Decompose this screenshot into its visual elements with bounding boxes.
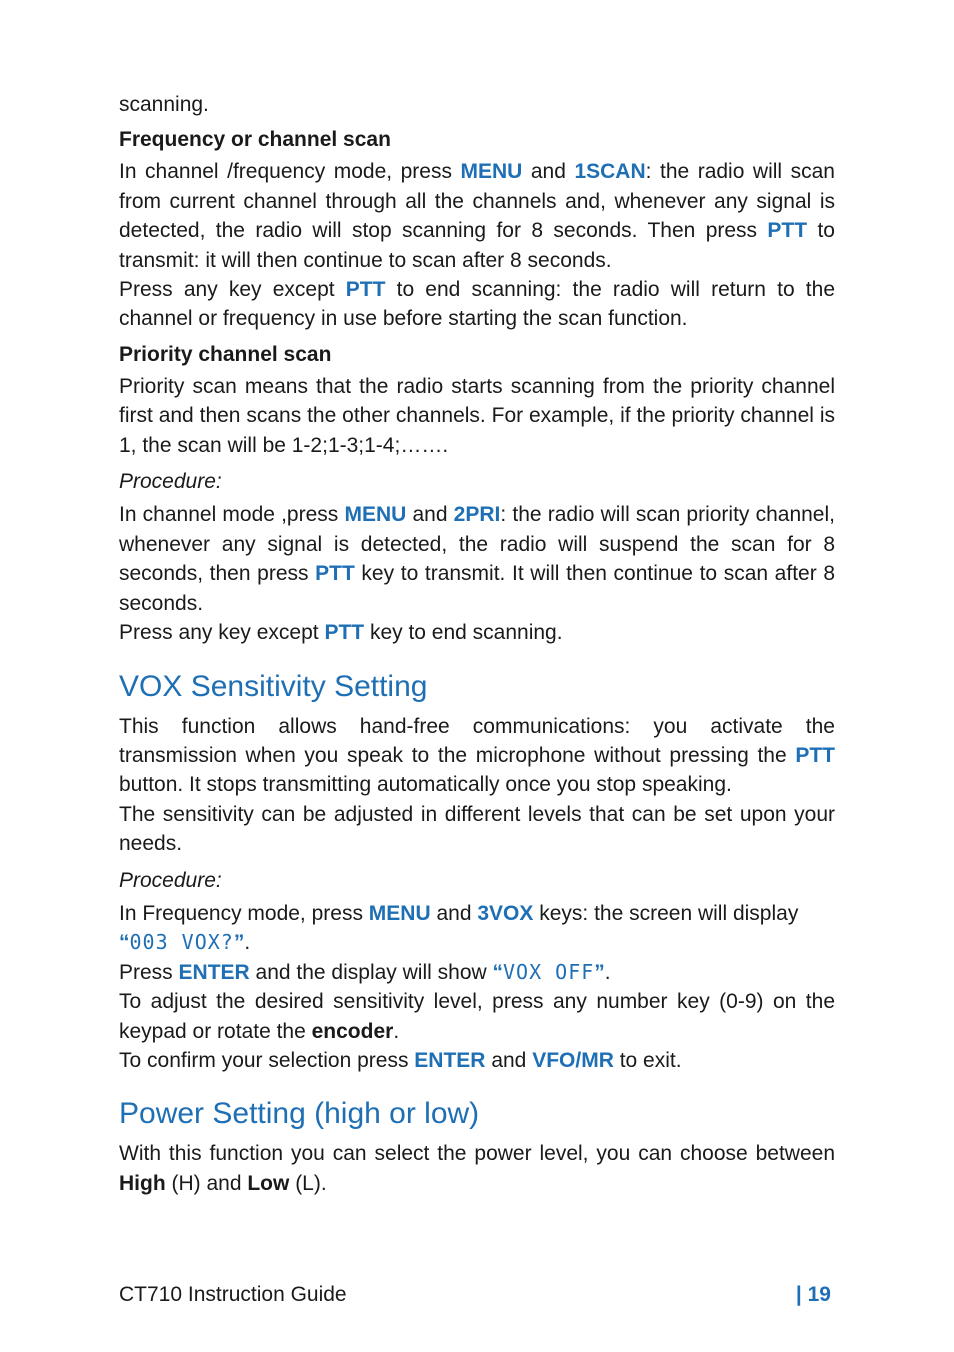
vox-paragraph-5: To adjust the desired sensitivity level, press any number key (0-9) on the keypad or rotate the encoder. [119, 990, 835, 1043]
procedure-label: Procedure: [119, 470, 222, 494]
lcd-display-text: VOX OFF [503, 959, 595, 984]
key-ptt: PTT [315, 562, 355, 586]
key-3vox: 3VOX [477, 901, 534, 925]
key-enter: ENTER [178, 960, 250, 984]
key-2pri: 2PRI [453, 503, 501, 527]
key-1scan: 1SCAN [574, 160, 646, 184]
priority-scan-paragraph-1: Priority scan means that the radio starts scanning from the priority channel first and then scans the other channels. For example, if the priority channel is 1, the scan will be 1-2;1-3;1-4;……. [119, 374, 835, 457]
priority-scan-paragraph-3: Press any key except PTT key to end scanning. [119, 621, 563, 645]
low-term: Low [247, 1171, 290, 1195]
heading-vox-sensitivity: VOX Sensitivity Setting [119, 669, 428, 703]
procedure-label: Procedure: [119, 868, 222, 892]
vox-paragraph-4: Press ENTER and the display will show “VOX OFF”. [119, 959, 611, 984]
page-number: | 19 [795, 1283, 831, 1306]
vox-paragraph-6: To confirm your selection press ENTER and VFO/MR to exit. [119, 1048, 682, 1072]
freq-scan-paragraph-1: In channel /frequency mode, press MENU and 1SCAN: the radio will scan from current channel through all the channels and, whenever any signal is detected, the radio will stop scanning for 8 seconds. Then press PTT to transmit: it will then continue to scan after 8 seconds. [119, 160, 835, 272]
page-content [119, 90, 835, 1198]
priority-scan-paragraph-2: In channel mode ,press MENU and 2PRI: the radio will scan priority channel, whenever any signal is detected, the radio will suspend the scan for 8 seconds, then press PTT key to transmit. It will then continue to scan after 8 seconds. [119, 503, 835, 615]
key-menu: MENU [368, 901, 431, 925]
lcd-display-text: 003 VOX? [129, 930, 234, 955]
key-ptt: PTT [767, 219, 808, 243]
heading-power-setting: Power Setting (high or low) [119, 1097, 480, 1131]
vox-paragraph-1: This function allows hand-free communications: you activate the transmission when you speak to the microphone without pressing the PTT button. It stops transmitting automatically once you stop speaking. [119, 714, 835, 797]
key-ptt: PTT [345, 278, 386, 302]
encoder-term: encoder [311, 1019, 394, 1043]
subheading-priority-scan: Priority channel scan [119, 342, 332, 366]
key-menu: MENU [344, 503, 407, 527]
key-enter: ENTER [414, 1048, 486, 1072]
continued-text: scanning. [119, 93, 209, 116]
freq-scan-paragraph-2: Press any key except PTT to end scanning: the radio will return to the channel or frequency in use before starting the scan function. [119, 278, 835, 331]
key-ptt: PTT [324, 621, 365, 645]
footer-guide-title: CT710 Instruction Guide [119, 1283, 347, 1306]
key-ptt: PTT [795, 743, 835, 767]
subheading-frequency-scan: Frequency or channel scan [119, 128, 391, 152]
vox-paragraph-2: The sensitivity can be adjusted in different levels that can be set upon your needs. [119, 802, 835, 856]
key-vfo-mr: VFO/MR [532, 1048, 614, 1072]
vox-paragraph-3: In Frequency mode, press MENU and 3VOX keys: the screen will display “003 VOX?”. [119, 901, 799, 955]
power-paragraph-1: With this function you can select the power level, you can choose between High (H) and Low (L). [119, 1142, 835, 1195]
key-menu: MENU [460, 160, 523, 184]
high-term: High [119, 1171, 166, 1195]
